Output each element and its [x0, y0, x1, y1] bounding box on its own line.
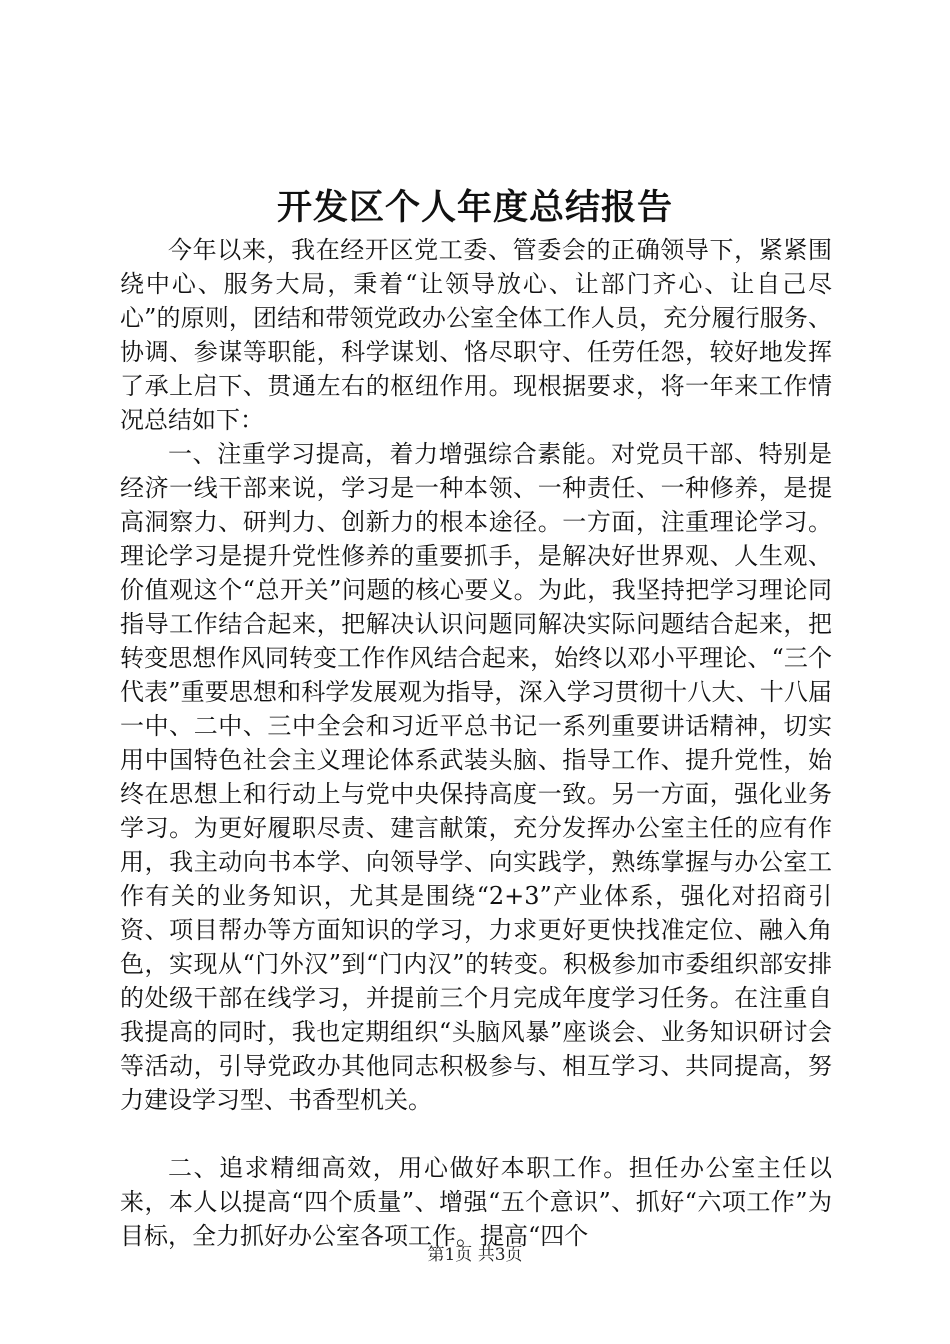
document-body	[120, 233, 832, 1253]
paragraph-section-one: 一、注重学习提高，着力增强综合素能。对党员干部、特别是经济一线干部来说，学习是一种本领、一种责任、一种修养，是提高洞察力、研判力、创新力的根本途径。一方面，注重理论学习。理论学习是提升党性修养的重要抓手，是解决好世界观、人生观、价值观这个“总开关”问题的核心要义。为此，我坚持把学习理论同指导工作结合起来，把解决认识问题同解决实际问题结合起来，把转变思想作风同转变工作作风结合起来，始终以邓小平理论、“三个代表”重要思想和科学发展观为指导，深入学习贯彻十八大、十八届一中、二中、三中全会和习近平总书记一系列重要讲话精神，切实用中国特色社会主义理论体系武装头脑、指导工作、提升党性，始终在思想上和行动上与党中央保持高度一致。另一方面，强化业务学习。为更好履职尽责、建言献策，充分发挥办公室主任的应有作用，我主动向书本学、向领导学、向实践学，熟练掌握与办公室工作有关的业务知识，尤其是围绕“2+3”产业体系，强化对招商引资、项目帮办等方面知识的学习，力求更好更快找准定位、融入角色，实现从“门外汉”到“门内汉”的转变。积极参加市委组织部安排的处级干部在线学习，并提前三个月完成年度学习任务。在注重自我提高的同时，我也定期组织“头脑风暴”座谈会、业务知识研讨会等活动，引导党政办其他同志积极参与、相互学习、共同提高，努力建设学习型、书香型机关。	[120, 440, 832, 1114]
page-footer: 第1页 共3页	[427, 1245, 523, 1265]
paragraph-intro: 今年以来，我在经开区党工委、管委会的正确领导下，紧紧围绕中心、服务大局，秉着“让领导放心、让部门齐心、让自己尽心”的原则，团结和带领党政办公室全体工作人员，充分履行服务、协调、参谋等职能，科学谋划、恪尽职守、任劳任怨，较好地发挥了承上启下、贯通左右的枢纽作用。现根据要求，将一年来工作情况总结如下：	[120, 236, 832, 434]
paragraph-section-two: 二、追求精细高效，用心做好本职工作。担任办公室主任以来，本人以提高“四个质量”、增强“五个意识”、抓好“六项工作”为目标，全力抓好办公室各项工作。提高“四个	[120, 1154, 832, 1250]
document-title: 开发区个人年度总结报告	[276, 187, 673, 228]
